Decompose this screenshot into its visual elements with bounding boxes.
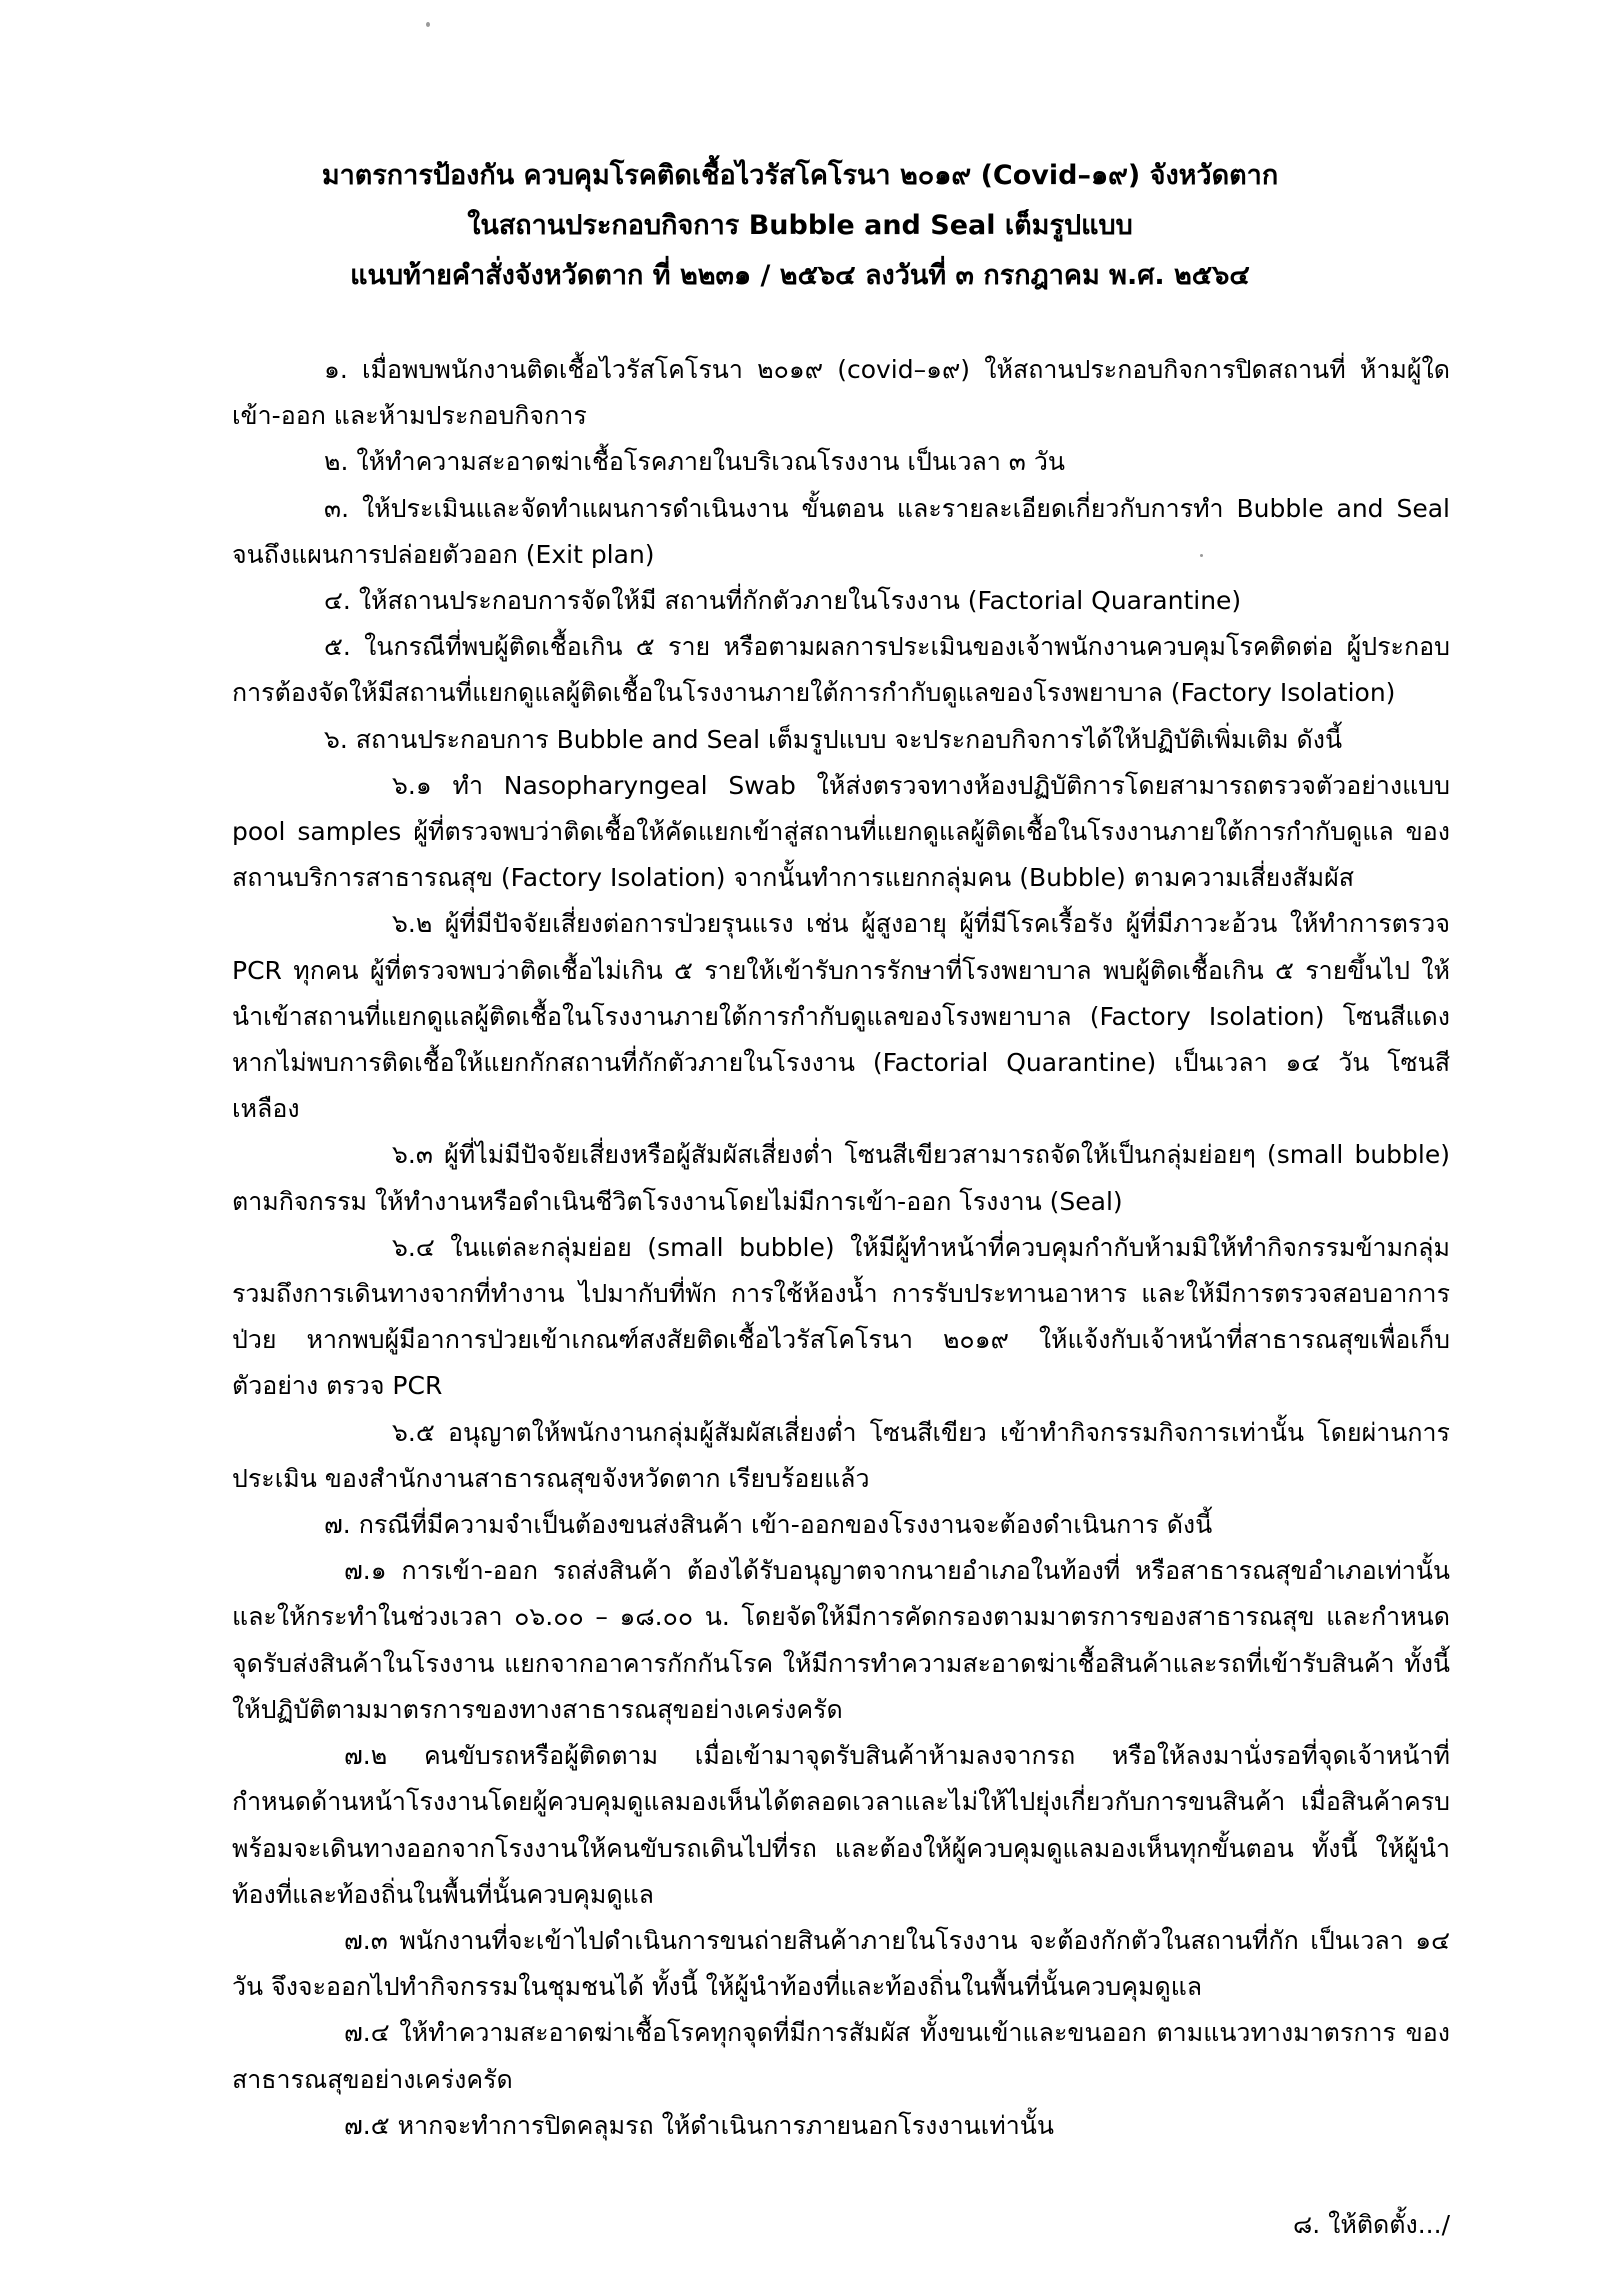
paragraph-item-7-3: ๗.๓ พนักงานที่จะเข้าไปดำเนินการขนถ่ายสินค้าภายในโรงงาน จะต้องกักตัวในสถานที่กัก เป็นเวลา ๑๔ วัน จึงจะออกไปทำกิจกรรมในชุมชนได้ ทั้งนี้ ให้ผู้นำท้องที่และท้องถิ่นในพื้นที่นั้นควบคุมดูแล [232, 1925, 1450, 2002]
document-title-line-3: แนบท้ายคำสั่งจังหวัดตาก ที่ ๒๒๓๑ / ๒๕๖๔ ลงวันที่ ๓ กรกฎาคม พ.ศ. ๒๕๖๔ [350, 260, 1250, 291]
paragraph-item-6-4: ๖.๔ ในแต่ละกลุ่มย่อย (small bubble) ให้มีผู้ทำหน้าที่ควบคุมกำกับห้ามมิให้ทำกิจกรรมข้ามกลุ่ม รวมถึงการเดินทางจากที่ทำงาน ไปมากับที่พัก การใช้ห้องน้ำ การรับประทานอาหาร และให้มีการตรวจสอบอาการป่วย หากพบผู้มีอาการป่วยเข้าเกณฑ์สงสัยติดเชื้อไวรัสโคโรนา ๒๐๑๙ ให้แจ้งกับเจ้าหน้าที่สาธารณสุขเพื่อเก็บตัวอย่าง ตรวจ PCR [232, 1232, 1450, 1401]
paragraph-item-6-3: ๖.๓ ผู้ที่ไม่มีปัจจัยเสี่ยงหรือผู้สัมผัสเสี่ยงต่ำ โซนสีเขียวสามารถจัดให้เป็นกลุ่มย่อยๆ (small bubble) ตามกิจกรรม ให้ทำงานหรือดำเนินชีวิตโรงงานโดยไม่มีการเข้า-ออก โรงงาน (Seal) [232, 1140, 1450, 1216]
paragraph-item-7-1: ๗.๑ การเข้า-ออก รถส่งสินค้า ต้องได้รับอนุญาตจากนายอำเภอในท้องที่ หรือสาธารณสุขอำเภอเท่านั้น และให้กระทำในช่วงเวลา ๐๖.๐๐ – ๑๘.๐๐ น. โดยจัดให้มีการคัดกรองตามมาตรการของสาธารณสุข และกำหนด จุดรับส่งสินค้าในโรงงาน แยกจากอาคารกักกันโรค ให้มีการทำความสะอาดฆ่าเชื้อสินค้าและรถที่เข้ารับสินค้า ทั้งนี้ ให้ปฏิบัติตามมาตรการของทางสาธารณสุขอย่างเคร่งครัด [232, 1556, 1450, 1724]
paragraph-item-1: ๑. เมื่อพบพนักงานติดเชื้อไวรัสโคโรนา ๒๐๑๙ (covid–๑๙) ให้สถานประกอบกิจการปิดสถานที่ ห้ามผู้ใด เข้า-ออก และห้ามประกอบกิจการ [232, 355, 1450, 431]
paragraph-item-6-1: ๖.๑ ทำ Nasopharyngeal Swab ให้ส่งตรวจทางห้องปฏิบัติการโดยสามารถตรวจตัวอย่างแบบ pool samples ผู้ที่ตรวจพบว่าติดเชื้อให้คัดแยกเข้าสู่สถานที่แยกดูแลผู้ติดเชื้อในโรงงานภายใต้การกำกับดูแล ของสถานบริการสาธารณสุข (Factory Isolation) จากนั้นทำการแยกกลุ่มคน (Bubble) ตามความเสี่ยงสัมผัส [232, 770, 1450, 893]
paragraph-item-7: ๗. กรณีที่มีความจำเป็นต้องขนส่งสินค้า เข้า-ออกของโรงงานจะต้องดำเนินการ ดังนี้ [324, 1510, 1213, 1540]
paragraph-item-6-5: ๖.๕ อนุญาตให้พนักงานกลุ่มผู้สัมผัสเสี่ยงต่ำ โซนสีเขียว เข้าทำกิจกรรมกิจการเท่านั้น โดยผ่านการประเมิน ของสำนักงานสาธารณสุขจังหวัดตาก เรียบร้อยแล้ว [232, 1417, 1450, 1493]
continuation-note: ๘. ให้ติดตั้ง.../ [1292, 2210, 1450, 2239]
scan-speck [426, 22, 430, 27]
document-title-line-2: ในสถานประกอบกิจการ Bubble and Seal เต็มรูปแบบ [467, 210, 1133, 241]
document-title-line-1: มาตรการป้องกัน ควบคุมโรคติดเชื้อไวรัสโคโรนา ๒๐๑๙ (Covid–๑๙) จังหวัดตาก [321, 160, 1279, 191]
paragraph-item-7-2: ๗.๒ คนขับรถหรือผู้ติดตาม เมื่อเข้ามาจุดรับสินค้าห้ามลงจากรถ หรือให้ลงมานั่งรอที่จุดเจ้าหน้าที่ กำหนดด้านหน้าโรงงานโดยผู้ควบคุมดูแลมองเห็นได้ตลอดเวลาและไม่ให้ไปยุ่งเกี่ยวกับการขนสินค้า เมื่อสินค้าครบ พร้อมจะเดินทางออกจากโรงงานให้คนขับรถเดินไปที่รถ และต้องให้ผู้ควบคุมดูแลมองเห็นทุกขั้นตอน ทั้งนี้ ให้ผู้นำท้องที่และท้องถิ่นในพื้นที่นั้นควบคุมดูแล [232, 1741, 1450, 1909]
paragraph-item-6: ๖. สถานประกอบการ Bubble and Seal เต็มรูปแบบ จะประกอบกิจการได้ให้ปฏิบัติเพิ่มเติม ดังนี้ [324, 724, 1343, 754]
paragraph-item-2: ๒. ให้ทำความสะอาดฆ่าเชื้อโรคภายในบริเวณโรงงาน เป็นเวลา ๓ วัน [324, 447, 1065, 477]
paragraph-item-5: ๕. ในกรณีที่พบผู้ติดเชื้อเกิน ๕ ราย หรือตามผลการประเมินของเจ้าพนักงานควบคุมโรคติดต่อ ผู้ประกอบการต้องจัดให้มีสถานที่แยกดูแลผู้ติดเชื้อในโรงงานภายใต้การกำกับดูแลของโรงพยาบาล (Factory Isolation) [232, 632, 1450, 708]
document-body [232, 347, 1450, 2149]
paragraph-item-7-5: ๗.๕ หากจะทำการปิดคลุมรถ ให้ดำเนินการภายนอกโรงงานเท่านั้น [344, 2110, 1054, 2140]
paragraph-item-4: ๔. ให้สถานประกอบการจัดให้มี สถานที่กักตัวภายในโรงงาน (Factorial Quarantine) [324, 586, 1242, 616]
paragraph-item-6-2: ๖.๒ ผู้ที่มีปัจจัยเสี่ยงต่อการป่วยรุนแรง เช่น ผู้สูงอายุ ผู้ที่มีโรคเรื้อรัง ผู้ที่มีภาวะอ้วน ให้ทำการตรวจ PCR ทุกคน ผู้ที่ตรวจพบว่าติดเชื้อไม่เกิน ๕ รายให้เข้ารับการรักษาที่โรงพยาบาล พบผู้ติดเชื้อเกิน ๕ รายขึ้นไป ให้นำเข้าสถานที่แยกดูแลผู้ติดเชื้อในโรงงานภายใต้การกำกับดูแลของโรงพยาบาล (Factory Isolation) โซนสีแดง หากไม่พบการติดเชื้อให้แยกกักสถานที่กักตัวภายในโรงงาน (Factorial Quarantine) เป็นเวลา ๑๔ วัน โซนสีเหลือง [232, 909, 1450, 1124]
paragraph-item-7-4: ๗.๔ ให้ทำความสะอาดฆ่าเชื้อโรคทุกจุดที่มีการสัมผัส ทั้งขนเข้าและขนออก ตามแนวทางมาตรการ ของสาธารณสุขอย่างเคร่งครัด [232, 2018, 1450, 2094]
paragraph-item-3: ๓. ให้ประเมินและจัดทำแผนการดำเนินงาน ขั้นตอน และรายละเอียดเกี่ยวกับการทำ Bubble and Seal จนถึงแผนการปล่อยตัวออก (Exit plan) [232, 493, 1450, 569]
